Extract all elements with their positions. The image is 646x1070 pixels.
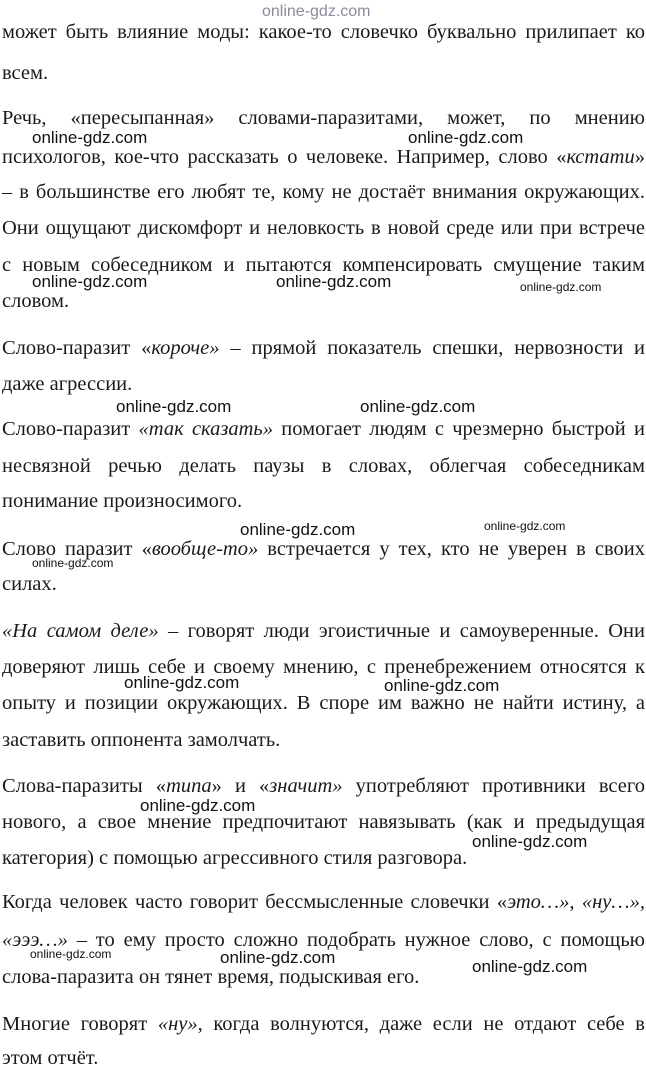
watermark: online-gdz.com (472, 832, 588, 851)
watermark: online-gdz.com (30, 947, 112, 961)
text-line: заставить оппонента замолчать. (2, 729, 281, 751)
text-line: «На самом деле» – говорят люди эгоистичные и самоуверенные. Они (2, 620, 646, 642)
text-line: «эээ…» – то ему просто сложно подобрать нужное слово, с помощью (2, 929, 645, 951)
text-line: Они ощущают дискомфорт и неловкость в новой среде или при встрече (2, 217, 645, 239)
text-line: этом отчёт. (2, 1047, 99, 1069)
text-line: понимание произносимого. (2, 490, 243, 512)
watermark: online-gdz.com (116, 397, 232, 416)
text-line: опыту и позиции окружающих. В споре им важно не найти истину, а (2, 692, 645, 714)
text-line: нового, а свое мнение предпочитают навязывать (как и предыдущая (2, 811, 645, 833)
text-line: Когда человек часто говорит бессмысленные словечки «это…», «ну…», (2, 891, 645, 913)
text-line: психологов, кое-что рассказать о человеке. Например, слово «кстати» (2, 146, 645, 168)
watermark: online-gdz.com (220, 948, 336, 967)
text-line: Слово-паразит «короче» – прямой показатель спешки, нервозности и (2, 337, 646, 359)
watermark: online-gdz.com (484, 519, 566, 533)
watermark: online-gdz.com (520, 280, 602, 294)
text-line: силах. (2, 573, 57, 595)
text-line: несвязной речью делать паузы в словах, облегчая собеседникам (2, 455, 645, 477)
text-line: Слова-паразиты «типа» и «значит» употребляют противники всего (2, 775, 645, 797)
watermark: online-gdz.com (276, 272, 392, 291)
text-line: – в большинстве его любят те, кому не достаёт внимания окружающих. (2, 181, 645, 203)
watermark: online-gdz.com (360, 397, 476, 416)
watermark: online-gdz.com (472, 957, 588, 976)
text-line: может быть влияние моды: какое-то словечко буквально прилипает ко (2, 21, 645, 43)
text-line: Слово паразит «вообще-то» встречается у тех, кто не уверен в своих (2, 538, 646, 560)
watermark: online-gdz.com (140, 796, 256, 815)
text-line: слова-паразита он тянет время, подыскивая его. (2, 966, 420, 988)
text-line: Речь, «пересыпанная» словами-паразитами, может, по мнению (2, 107, 645, 129)
watermark: online-gdz.com (32, 128, 148, 147)
text-line: категория) с помощью агрессивного стиля разговора. (2, 847, 468, 869)
watermark: online-gdz.com (240, 520, 356, 539)
text-line: Многие говорят «ну», когда волнуются, даже если не отдают себе в (2, 1013, 645, 1035)
text-line: Слово-паразит «так сказать» помогает людям с чрезмерно быстрой и (2, 418, 646, 440)
watermark: online-gdz.com (262, 3, 371, 20)
text-line: даже агрессии. (2, 373, 133, 395)
watermark: online-gdz.com (384, 676, 500, 695)
watermark: online-gdz.com (32, 556, 114, 570)
text-line: с новым собеседником и пытаются компенсировать смущение таким (2, 254, 645, 276)
text-line: доверяют лишь себе и своему мнению, с пренебрежением относятся к (2, 656, 645, 678)
watermark: online-gdz.com (124, 673, 240, 692)
watermark: online-gdz.com (408, 128, 524, 147)
text-line: словом. (2, 290, 70, 312)
text-line: всем. (2, 62, 49, 84)
watermark: online-gdz.com (32, 272, 148, 291)
